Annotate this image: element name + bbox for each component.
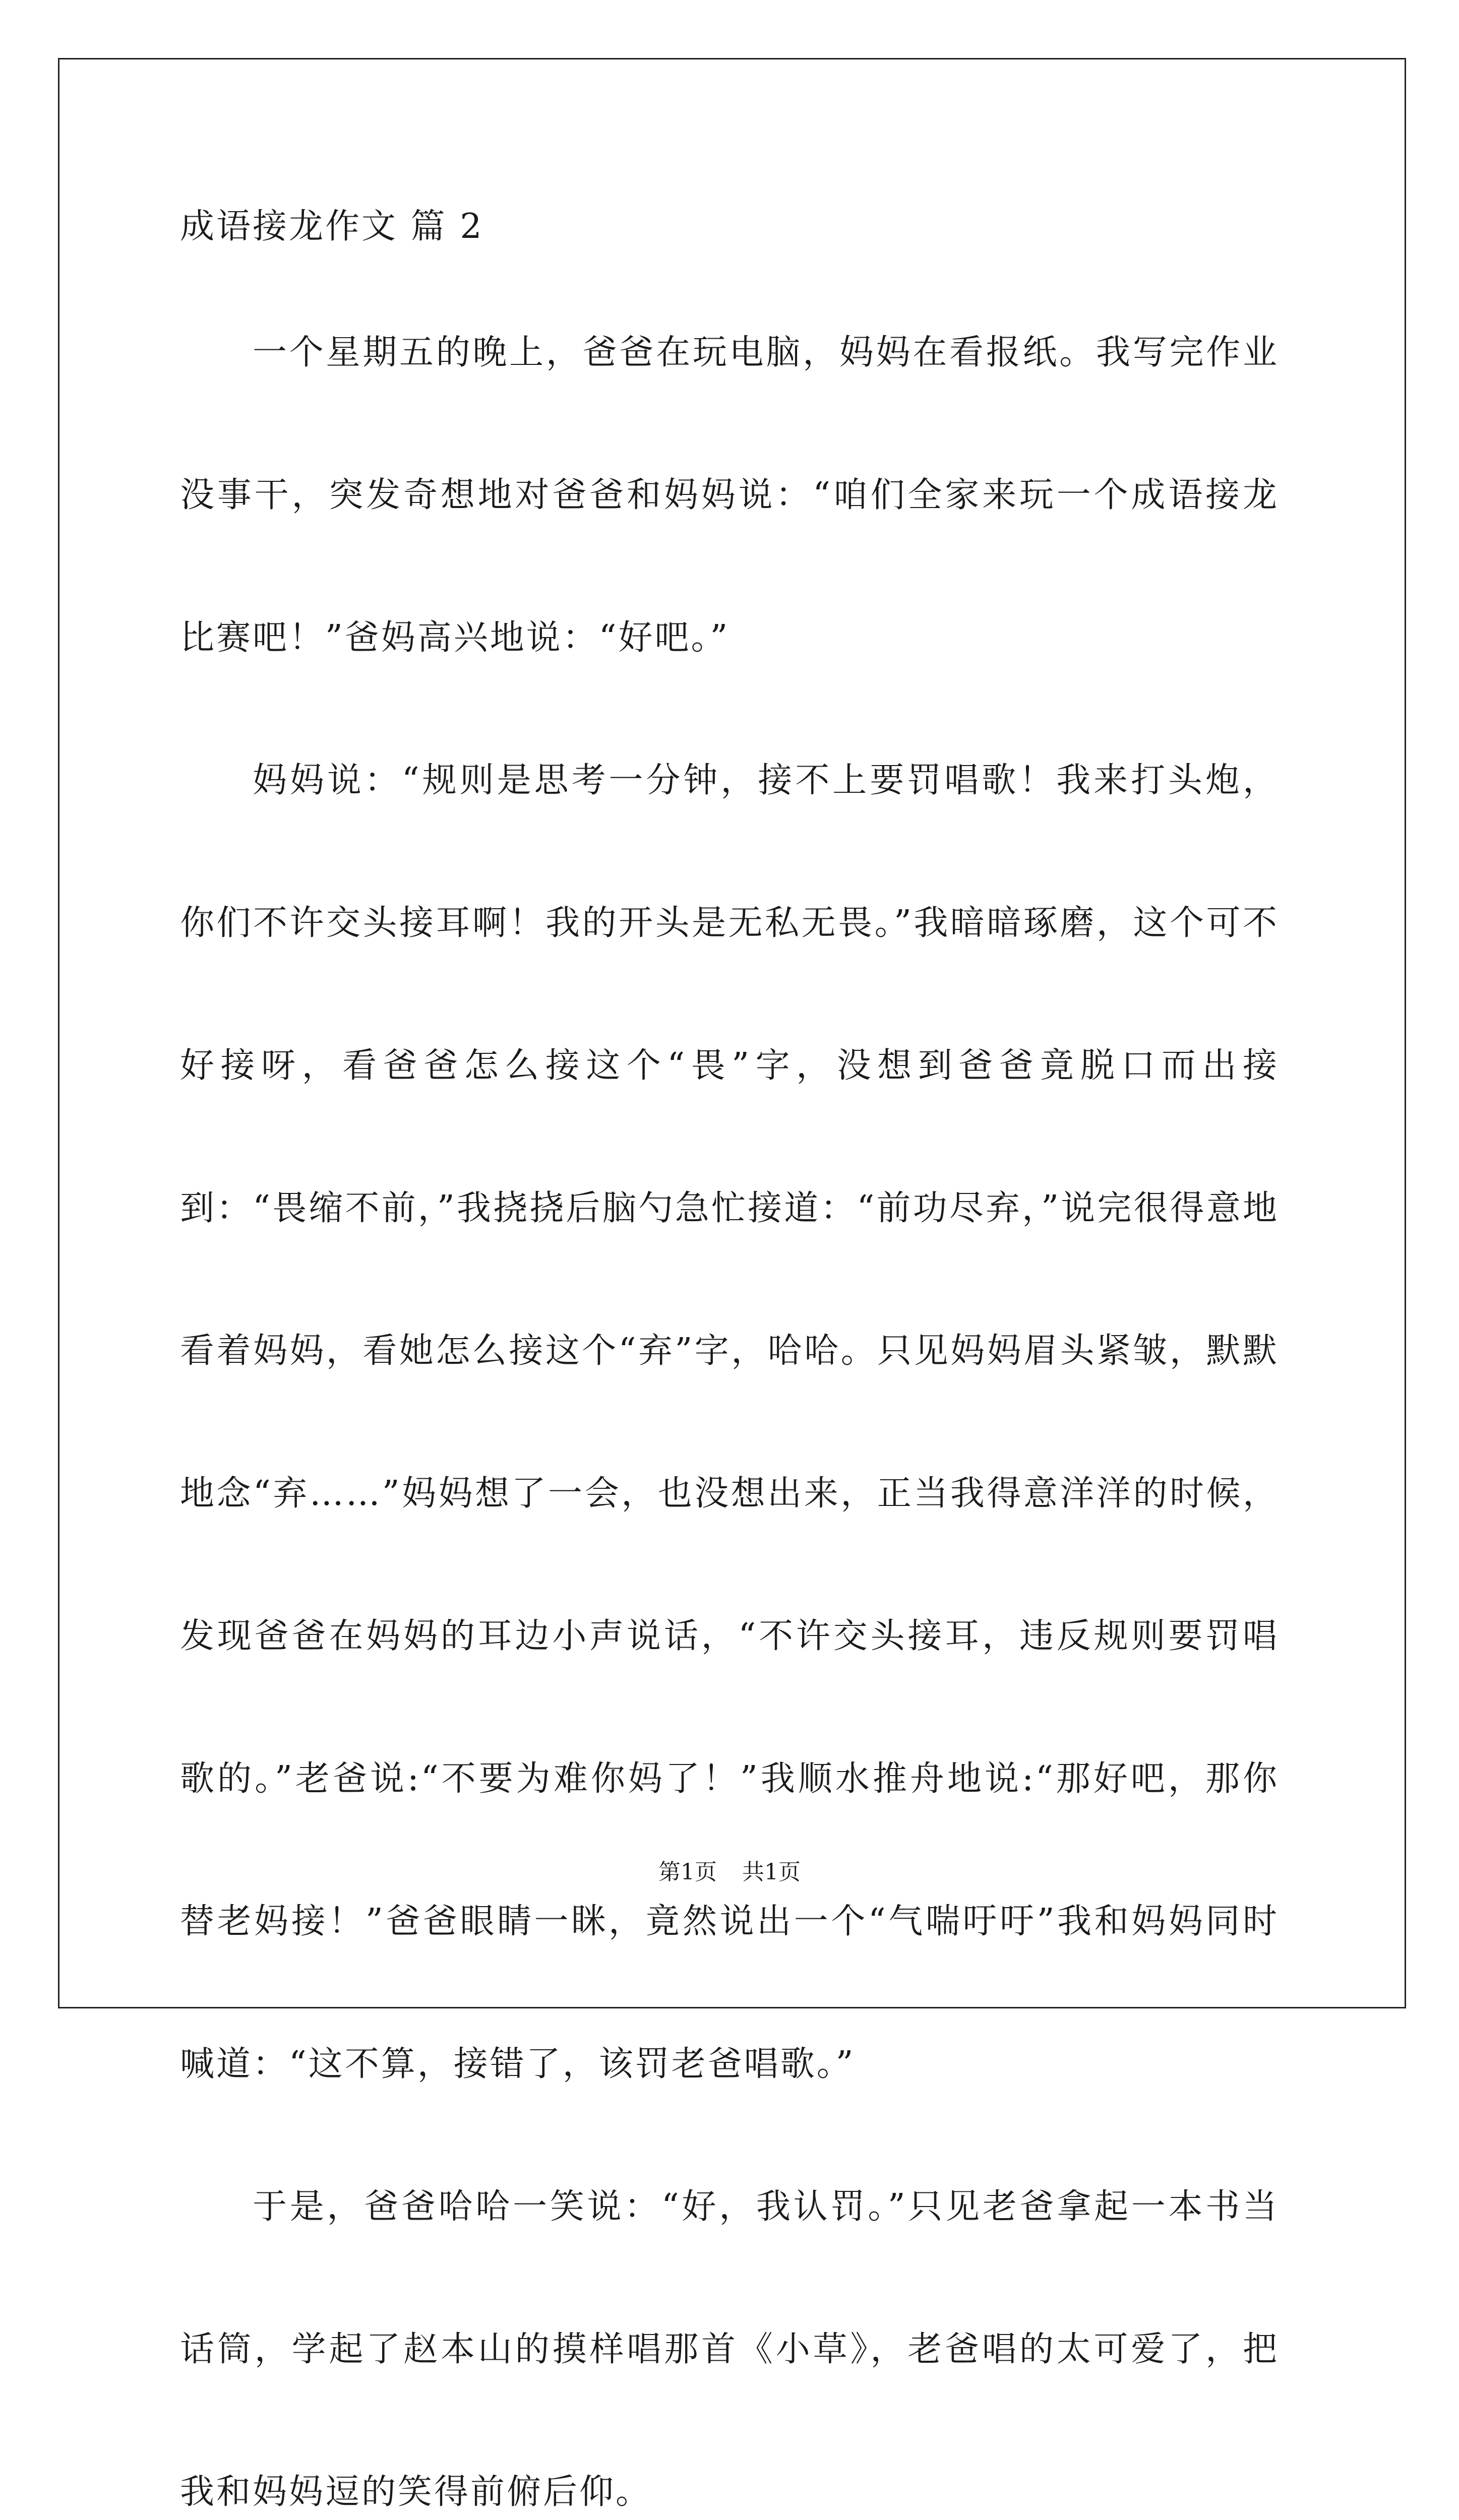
page-number: 第1页: [658, 1859, 717, 1885]
document-body: [180, 187, 1279, 2520]
paragraph-2: 妈妈说：“规则是思考一分钟，接不上要罚唱歌！我来打头炮，你们不许交头接耳啊！我的开头是无私无畏。”我暗暗琢磨，这个可不好接呀，看爸爸怎么接这个“畏”字，没想到爸爸竟脱口而出接到：“畏缩不前，”我挠挠后脑勺急忙接道：“前功尽弃，”说完很得意地看着妈妈，看她怎么接这个“弃”字，哈哈。只见妈妈眉头紧皱，默默地念“弃……”妈妈想了一会，也没想出来，正当我得意洋洋的时候，发现爸爸在妈妈的耳边小声说话，“不许交头接耳，违反规则要罚唱歌的。”老爸说:“不要为难你妈了！”我顺水推舟地说:“那好吧，那你替老妈接！”爸爸眼睛一眯，竟然说出一个“气喘吁吁”我和妈妈同时喊道：“这不算，接错了，该罚老爸唱歌。”: [180, 761, 1280, 2084]
page-total: 共1页: [742, 1859, 801, 1885]
paragraph-1: 一个星期五的晚上，爸爸在玩电脑，妈妈在看报纸。我写完作业没事干，突发奇想地对爸爸和妈妈说：“咱们全家来玩一个成语接龙比赛吧！”爸妈高兴地说：“好吧。”: [180, 333, 1279, 658]
page-footer: [0, 1857, 1459, 1887]
paragraph-3: 于是，爸爸哈哈一笑说：“好，我认罚。”只见老爸拿起一本书当话筒，学起了赵本山的摸样唱那首《小草》，老爸唱的太可爱了，把我和妈妈逗的笑得前俯后仰。: [180, 2187, 1279, 2512]
document-title: 成语接龙作文 篇 2: [180, 207, 484, 246]
